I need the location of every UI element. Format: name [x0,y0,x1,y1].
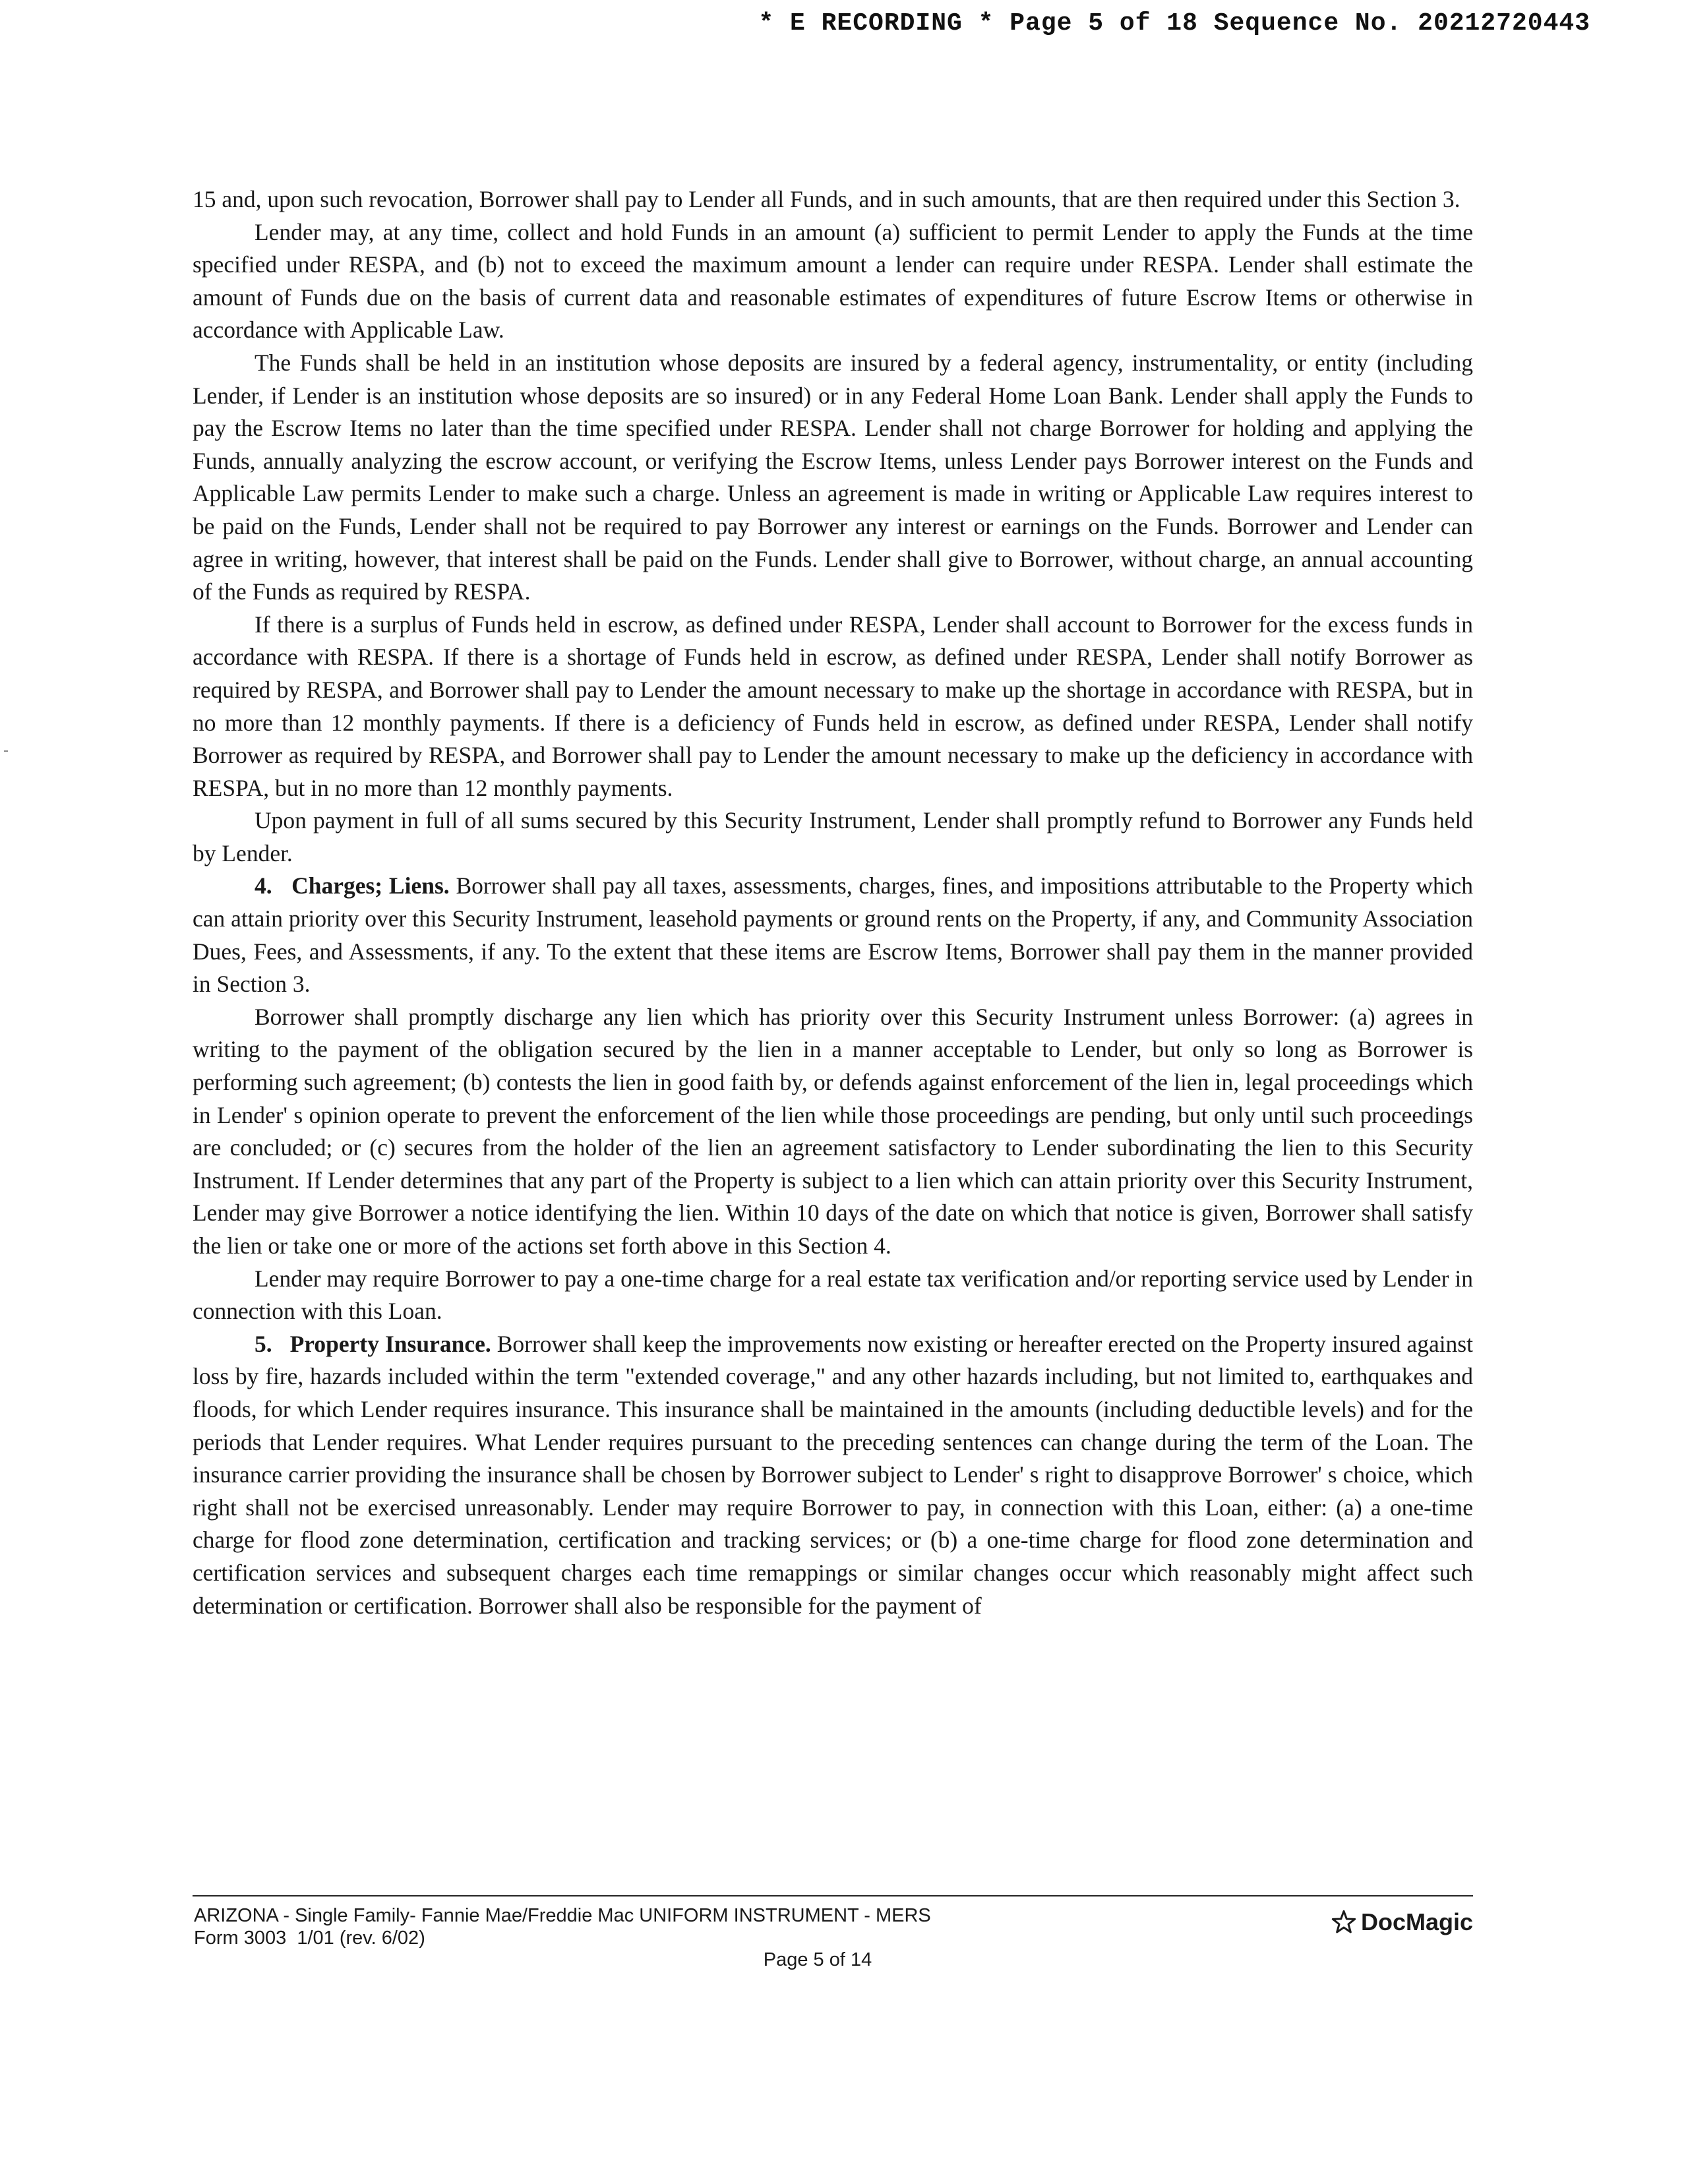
section-number: 4. [255,872,272,899]
paragraph: Lender may, at any time, collect and hold Funds in an amount (a) sufficient to permit Lender to apply the Funds at the time specified under RESPA, and (b) not to exceed the maximum amount a lender can require under RESPA. Lender shall estimate the amount of Funds due on the basis of current data and reasonable estimates of expenditures of future Escrow Items or otherwise in accordance with Applicable Law. [193,218,1473,344]
form-number: Form 3003 1/01 (rev. 6/02) [194,1927,425,1949]
margin-mark [4,750,8,752]
document-body [193,183,1473,1622]
paragraph: Lender may require Borrower to pay a one-time charge for a real estate tax verification and/or reporting service used by Lender in connection with this Loan. [193,1265,1473,1325]
recording-header: * E RECORDING * Page 5 of 18 Sequence No. 20212720443 [758,9,1590,38]
paragraph: Upon payment in full of all sums secured by this Security Instrument, Lender shall promptly refund to Borrower any Funds held by Lender. [193,807,1473,866]
section-text: Borrower shall pay all taxes, assessments, charges, fines, and impositions attributable to the Property which can attain priority over this Security Instrument, leasehold payments or ground rents on the Property, if any, and Community Association Dues, Fees, and Assessments, if any. To the extent that these items are Escrow Items, Borrower shall pay them in the manner provided in Section 3. [193,872,1474,998]
paragraph: Borrower shall promptly discharge any lien which has priority over this Security Instrument unless Borrower: (a) agrees in writing to the payment of the obligation secured by the lien in a manner acceptable to Lender, but only so long as Borrower is performing such agreement; (b) contests the lien in good faith by, or defends against enforcement of the lien in, legal proceedings which in Lender' s opinion operate to prevent the enforcement of the lien while those proceedings are pending, but only until such proceedings are concluded; or (c) secures from the holder of the lien an agreement satisfactory to Lender subordinating the lien to this Security Instrument. If Lender determines that any part of the Property is subject to a lien which can attain priority over this Security Instrument, Lender may give Borrower a notice identifying the lien. Within 10 days of the date on which that notice is given, Borrower shall satisfy the lien or take one or more of the actions set forth above in this Section 4. [193,1003,1473,1259]
section-title: Property Insurance. [289,1330,491,1357]
footer-divider [193,1895,1473,1896]
section-5-paragraph [193,1328,1473,1622]
paragraph: If there is a surplus of Funds held in escrow, as defined under RESPA, Lender shall account to Borrower for the excess funds in accordance with RESPA. If there is a shortage of Funds held in escrow, as defined under RESPA, Lender shall notify Borrower as required by RESPA, and Borrower shall pay to Lender the amount necessary to make up the shortage in accordance with RESPA, but in no more than 12 monthly payments. If there is a deficiency of Funds held in escrow, as defined under RESPA, Lender shall notify Borrower as required by RESPA, and Borrower shall pay to Lender the amount necessary to make up the deficiency in accordance with RESPA, but in no more than 12 monthly payments. [193,611,1473,801]
form-title: ARIZONA - Single Family- Fannie Mae/Freddie Mac UNIFORM INSTRUMENT - MERS [194,1905,931,1926]
section-number: 5. [255,1330,272,1357]
paragraph: The Funds shall be held in an institution whose deposits are insured by a federal agency, instrumentality, or entity (including Lender, if Lender is an institution whose deposits are so insured) or in any Federal Home Loan Bank. Lender shall apply the Funds to pay the Escrow Items no later than the time specified under RESPA. Lender shall not charge Borrower for holding and applying the Funds, annually analyzing the escrow account, or verifying the Escrow Items, unless Lender pays Borrower interest on the Funds and Applicable Law permits Lender to make such a charge. Unless an agreement is made in writing or Applicable Law requires interest to be paid on the Funds, Lender shall not be required to pay Borrower any interest or earnings on the Funds. Borrower and Lender can agree in writing, however, that interest shall be paid on the Funds. Lender shall give to Borrower, without charge, an annual accounting of the Funds as required by RESPA. [193,349,1473,605]
docmagic-logo [1331,1908,1473,1936]
section-title: Charges; Liens. [291,872,450,899]
page-number: Page 5 of 14 [763,1949,872,1970]
section-text: Borrower shall keep the improvements now existing or hereafter erected on the Property insured against loss by fire, hazards included within the term "extended coverage," and any other hazards including, but not limited to, earthquakes and floods, for which Lender requires insurance. This insurance shall be maintained in the amounts (including deductible levels) and for the periods that Lender requires. What Lender requires pursuant to the preceding sentences can change during the term of the Loan. The insurance carrier providing the insurance shall be chosen by Borrower subject to Lender' s right to disapprove Borrower' s choice, which right shall not be exercised unreasonably. Lender may require Borrower to pay, in connection with this Loan, either: (a) a one-time charge for flood zone determination, certification and tracking services; or (b) a one-time charge for flood zone determination and certification services and subsequent charges each time remappings or similar changes occur which reasonably might affect such determination or certification. Borrower shall also be responsible for the payment of [193,1330,1473,1619]
form-identifier [194,1904,931,1949]
brand-name: DocMagic [1360,1908,1473,1935]
star-icon [1331,1909,1357,1935]
section-4-paragraph [193,870,1473,1000]
paragraph: 15 and, upon such revocation, Borrower shall pay to Lender all Funds, and in such amounts, that are then required under this Section 3. [193,186,1461,212]
